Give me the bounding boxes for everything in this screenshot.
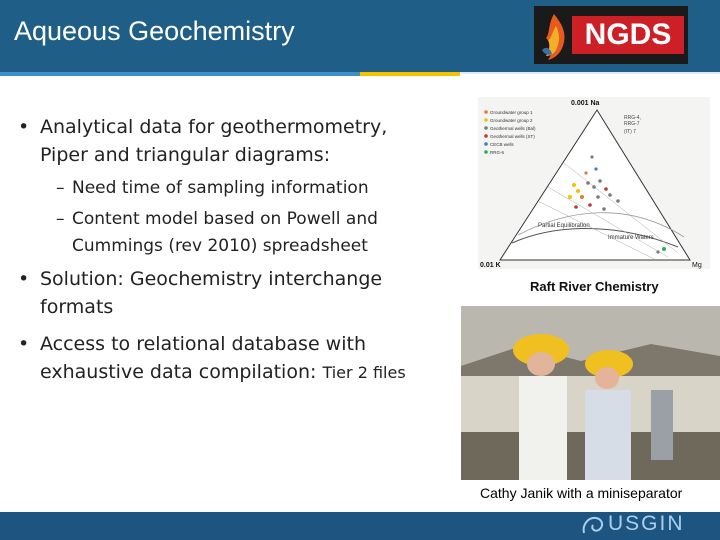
right-vertex-label: Mg: [692, 262, 702, 269]
legend-entry: CECB wells: [490, 142, 514, 147]
photo-shirt: [585, 390, 631, 480]
sample-point: [604, 187, 608, 191]
ngds-logo-text: NGDS: [572, 16, 684, 54]
bullet-text-rest: : Geochemistry interchange formats: [40, 268, 383, 318]
slide-title: Aqueous Geochemistry: [14, 16, 295, 46]
bullet-text-main: Access to relational database with exhaustive data compilation:: [40, 333, 366, 383]
legend-entry: Groundwater group 2: [490, 118, 533, 123]
header-divider-light: [460, 72, 720, 74]
bullet-dot: •: [18, 333, 30, 355]
sample-point: [608, 193, 612, 197]
legend-entry: Groundwater group 1: [490, 110, 533, 115]
sample-point: [586, 181, 590, 185]
sub-bullet-text: Need time of sampling information: [72, 178, 369, 198]
bullet-dot: •: [18, 268, 30, 290]
header-divider-blue: [0, 72, 360, 76]
bullet-text: [40, 265, 420, 321]
title-bar: [0, 0, 720, 72]
sample-point: [662, 247, 666, 251]
header-divider-gold: [360, 72, 460, 76]
legend-entry: Geothermal wells (ST): [490, 134, 535, 139]
sample-point: [602, 207, 606, 211]
bullet-text: Analytical data for geothermometry, Piper and triangular diagrams:: [40, 116, 388, 166]
legend-entry: RRG-6: [490, 150, 505, 155]
sample-point: [598, 179, 602, 183]
usgin-logo-text: USGIN: [608, 512, 685, 535]
sample-point: [574, 205, 578, 209]
photo-face: [595, 367, 619, 389]
left-vertex-label: 0.01 K: [480, 262, 501, 269]
top-vertex-label: 0.001 Na: [571, 100, 600, 107]
curve-label: Partial Equilibration: [538, 223, 590, 229]
photo-miniseparator: [651, 390, 673, 460]
giggenbach-triangle-diagram: [478, 97, 710, 269]
legend-marker: [484, 126, 488, 130]
sample-point: [576, 189, 580, 193]
legend-marker: [484, 110, 488, 114]
sample-point: [596, 195, 600, 199]
temp-label: RRG-4,: [624, 115, 641, 121]
sample-point: [588, 203, 592, 207]
sample-point: [590, 155, 593, 158]
sample-point: [568, 195, 572, 199]
bullet-bold-label: Solution: [40, 268, 118, 290]
bullet-text-tier: Tier 2 files: [322, 363, 406, 382]
sample-point: [572, 183, 576, 187]
legend-marker: [484, 150, 488, 154]
legend-marker: [484, 142, 488, 146]
sample-point: [580, 195, 584, 199]
usgin-swirl-icon: [580, 513, 606, 539]
legend-entry: Geothermal wells (Bal): [490, 126, 536, 131]
sub-bullet-dash: –: [56, 178, 65, 198]
curve-label: Immature Waters: [608, 235, 654, 241]
diagram-caption: Raft River Chemistry: [530, 279, 659, 294]
legend-marker: [484, 134, 488, 138]
sub-bullet-text: Content model based on Powell and Cummings (rev 2010) spreadsheet: [72, 209, 378, 256]
ngds-logo: [534, 6, 688, 64]
temp-label: RRG-7: [624, 121, 640, 127]
photo-face: [527, 352, 555, 376]
bullet-text: [40, 330, 420, 387]
sample-point: [616, 199, 620, 203]
photo-caption: Cathy Janik with a miniseparator: [480, 485, 683, 501]
sample-point: [592, 185, 596, 189]
temp-label: (IT) 7: [624, 129, 636, 135]
sample-point: [656, 250, 659, 253]
photo-shirt: [519, 376, 567, 480]
field-photo: [461, 306, 720, 480]
bullet-dot: •: [18, 116, 30, 138]
flame-icon: [536, 10, 572, 62]
sample-point: [584, 171, 587, 174]
sample-point: [594, 167, 597, 170]
legend-marker: [484, 118, 488, 122]
sub-bullet-dash: –: [56, 209, 65, 229]
